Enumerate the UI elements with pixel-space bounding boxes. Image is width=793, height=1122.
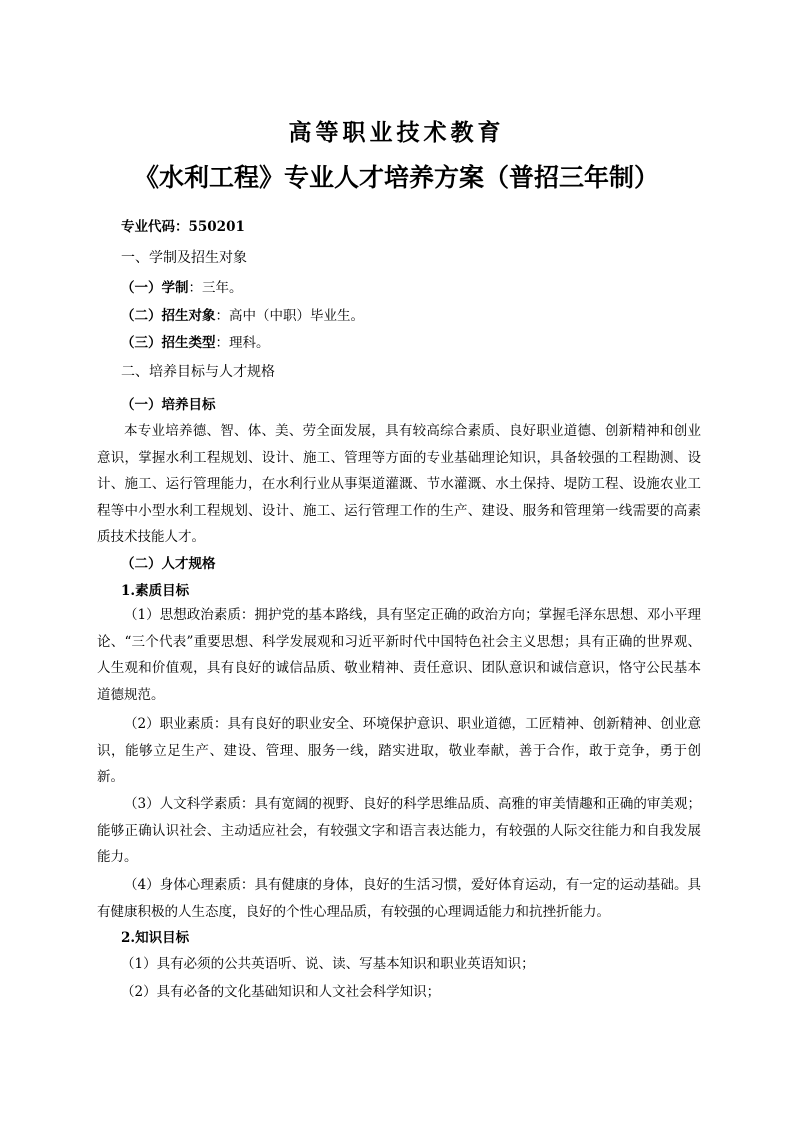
item-duration-text: ：三年。 [188,280,243,296]
item-type [121,334,701,352]
item-enrollment [121,307,701,325]
quality-heading: 1.素质目标 [121,583,190,599]
quality-paragraph-2: （2）职业素质：具有良好的职业安全、环境保护意识、职业道德，工匠精神、创新精神、创业意识，能够立足生产、建设、管理、服务一线，踏实进取，敬业奉献，善于合作，敢于竞争，勇于创新。 [97,716,701,785]
quality-paragraph-4: （4）身体心理素质：具有健康的身体，良好的生活习惯，爱好体育运动，有一定的运动基础。具有健康积极的人生态度，良好的个性心理品质，有较强的心理调适能力和抗挫折能力。 [97,877,701,920]
subsection-spec-heading: （二）人才规格 [121,556,216,572]
item-duration [121,279,701,297]
item-enrollment-text: ：高中（中职）毕业生。 [215,308,364,324]
knowledge-item-2: （2）具有必备的文化基础知识和人文社会科学知识； [121,984,441,1000]
knowledge-heading: 2.知识目标 [121,930,190,946]
item-type-label: （三）招生类型 [121,335,216,351]
quality-paragraph-3: （3）人文科学素质：具有宽阔的视野、良好的科学思维品质、高雅的审美情趣和正确的审美观；能够正确认识社会、主动适应社会，有较强文字和语言表达能力，有较强的人际交往能力和自我发展能力。 [97,796,701,865]
quality-paragraph-1: （1）思想政治素质：拥护党的基本路线，具有坚定正确的政治方向；掌握毛泽东思想、邓小平理论、“三个代表”重要思想、科学发展观和习近平新时代中国特色社会主义思想；具有正确的世界观、人生观和价值观，具有良好的诚信品质、敬业精神、责任意识、团队意识和诚信意识，恪守公民基本道德规范。 [97,607,701,703]
subsection-goal-heading: （一）培养目标 [121,397,216,413]
document-title-line1: 高等职业技术教育 [288,119,505,146]
document-title-line2: 《水利工程》专业人才培养方案（普招三年制） [133,163,659,192]
item-type-text: ：理科。 [215,335,270,351]
section-1-heading: 一、学制及招生对象 [121,250,247,266]
knowledge-item-1: （1）具有必须的公共英语听、说、读、写基本知识和职业英语知识； [121,956,535,972]
goal-paragraph: 本专业培养德、智、体、美、劳全面发展，具有较高综合素质、良好职业道德、创新精神和创业意识，掌握水利工程规划、设计、施工、管理等方面的专业基础理论知识，具备较强的工程勘测、设计、施工、运行管理能力，在水利行业从事渠道灌溉、节水灌溉、水土保持、堤防工程、设施农业工程等中小型水利工程规划、设计、施工、运行管理工作的生产、建设、服务和管理第一线需要的高素质技术技能人才。 [97,423,701,545]
major-code: 专业代码：550201 [121,219,245,235]
section-2-heading: 二、培养目标与人才规格 [121,364,275,380]
item-duration-label: （一）学制 [121,280,189,296]
item-enrollment-label: （二）招生对象 [121,308,216,324]
